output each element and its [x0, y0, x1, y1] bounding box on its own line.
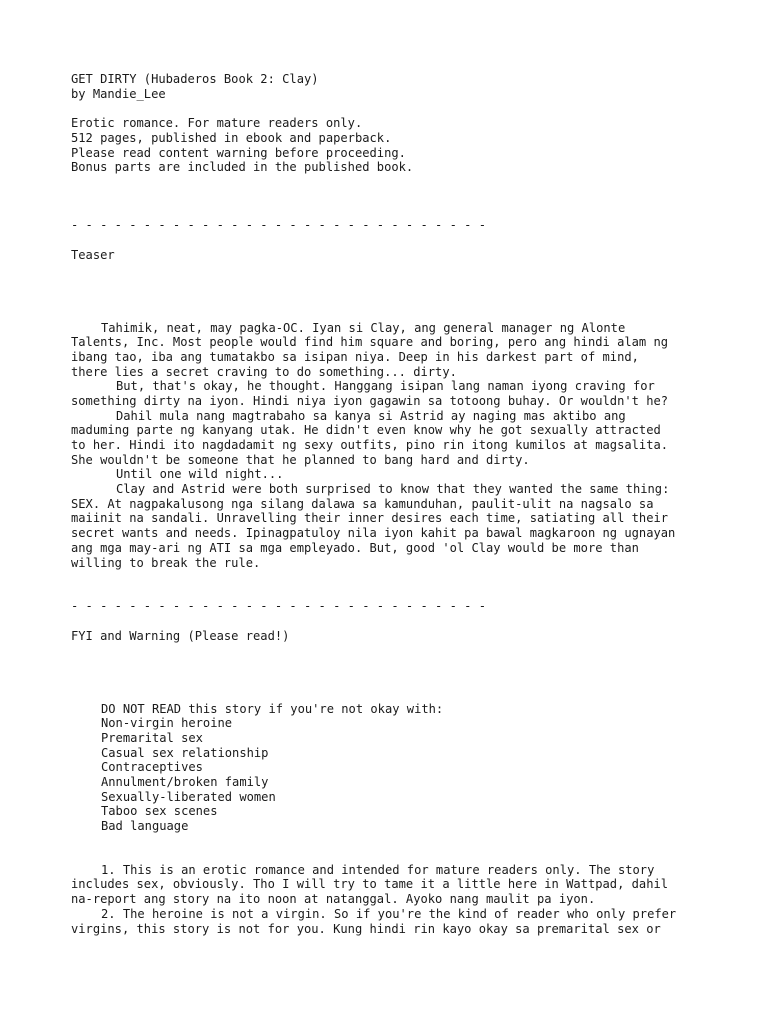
- intro-line: Bonus parts are included in the published book.: [71, 160, 414, 175]
- teaser-line: ang mga may-ari ng ATI sa mga empleyado. But, good 'ol Clay would be more than: [71, 540, 639, 555]
- teaser-line: secret wants and needs. Ipinagpatuloy nila iyon kahit pa bawal magkaroon ng ugnayan: [71, 526, 676, 541]
- warning-heading: FYI and Warning (Please read!): [71, 628, 290, 643]
- teaser-line: to her. Hindi ito nagdadamit ng sexy outfits, pino rin itong kumilos at magsalita.: [71, 438, 669, 452]
- warning-list-item: Sexually-liberated women: [101, 789, 276, 804]
- warning-note-line: virgins, this story is not for you. Kung hindi rin kayo okay sa premarital sex or: [71, 921, 661, 936]
- document-page: [71, 72, 731, 936]
- warning-list-item: Taboo sex scenes: [101, 804, 218, 819]
- warning-note-line: 2. The heroine is not a virgin. So if you're the kind of reader who only prefer: [101, 906, 677, 921]
- teaser-line: maiinit na sandali. Unravelling their inner desires each time, satiating all their: [71, 511, 669, 526]
- warning-note-line: 1. This is an erotic romance and intended for mature readers only. The story: [101, 862, 655, 877]
- intro-line: Please read content warning before proceeding.: [71, 145, 406, 160]
- intro-line: Erotic romance. For mature readers only.: [71, 116, 363, 131]
- teaser-line: Clay and Astrid were both surprised to know that they wanted the same thing:: [116, 482, 670, 497]
- warning-list-item: Contraceptives: [101, 760, 203, 775]
- teaser-line: there lies a secret craving to do something... dirty.: [71, 364, 457, 379]
- warning-list-intro: DO NOT READ this story if you're not okay with:: [101, 701, 444, 716]
- section-divider: - - - - - - - - - - - - - - - - - - - - - - - - - - - - -: [71, 218, 487, 233]
- document-title: GET DIRTY (Hubaderos Book 2: Clay): [71, 72, 319, 86]
- teaser-line: She wouldn't be someone that he planned to bang hard and dirty.: [71, 452, 530, 467]
- intro-line: 512 pages, published in ebook and paperback.: [71, 131, 392, 146]
- teaser-line: something dirty na iyon. Hindi niya iyon gagawin sa totoong buhay. Or wouldn't he?: [71, 393, 669, 408]
- document-author: by Mandie_Lee: [71, 86, 166, 101]
- warning-list-item: Casual sex relationship: [101, 745, 269, 760]
- teaser-line: Dahil mula nang magtrabaho sa kanya si Astrid ay naging mas aktibo ang: [116, 408, 626, 423]
- teaser-line: Until one wild night...: [116, 467, 284, 482]
- teaser-line: Tahimik, neat, may pagka-OC. Iyan si Clay, ang general manager ng Alonte: [101, 320, 626, 335]
- warning-list-item: Non-virgin heroine: [101, 716, 233, 731]
- warning-note-line: includes sex, obviously. Tho I will try to tame it a little here in Wattpad, dahil: [71, 877, 669, 892]
- teaser-line: maduming parte ng kanyang utak. He didn't even know why he got sexually attracted: [71, 423, 661, 438]
- section-divider: - - - - - - - - - - - - - - - - - - - - - - - - - - - - -: [71, 599, 487, 614]
- teaser-line: But, that's okay, he thought. Hanggang isipan lang naman iyong craving for: [116, 379, 655, 394]
- warning-list-item: Annulment/broken family: [101, 775, 269, 789]
- warning-list-item: Bad language: [101, 819, 189, 834]
- teaser-line: Talents, Inc. Most people would find him square and boring, pero ang hindi alam ng: [71, 335, 669, 350]
- teaser-heading: Teaser: [71, 247, 115, 262]
- teaser-line: ibang tao, iba ang tumatakbo sa isipan niya. Deep in his darkest part of mind,: [71, 349, 639, 364]
- warning-list-item: Premarital sex: [101, 730, 203, 745]
- warning-note-line: na-report ang story na ito noon at natanggal. Ayoko nang maulit pa iyon.: [71, 892, 596, 907]
- teaser-line: willing to break the rule.: [71, 555, 261, 570]
- teaser-line: SEX. At nagpakalusong nga silang dalawa sa kamunduhan, paulit-ulit na nagsalo sa: [71, 496, 654, 511]
